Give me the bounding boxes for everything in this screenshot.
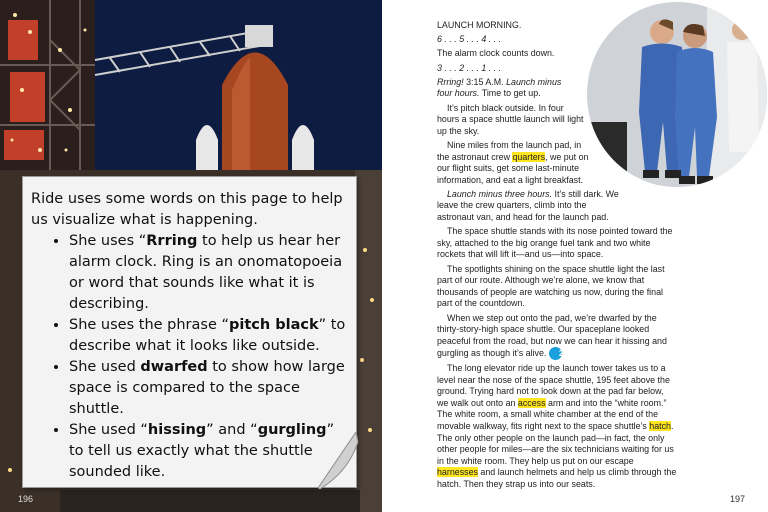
right-page	[382, 0, 768, 512]
heading-line: LAUNCH MORNING.	[437, 20, 522, 30]
page-number-right: 197	[730, 494, 746, 504]
page-curl-icon	[318, 432, 360, 490]
highlight-word: pitch black	[229, 317, 319, 333]
countdown-line: 6 . . . 5 . . . 4 . . .	[437, 34, 502, 45]
vocab-highlight: hatch	[649, 420, 671, 431]
callout-bullet: • She uses the phrase “pitch black” to describe what it looks like outside.	[69, 315, 346, 357]
story-line: The alarm clock counts down.	[437, 48, 555, 59]
callout-bullet: • She used dwarfed to show how large space is compared to the space shuttle.	[69, 357, 346, 420]
story-paragraph: It’s pitch black outside. In four hours a space shuttle launch will light up the sky.	[437, 102, 584, 136]
callout-bullet: • She uses “Rrring to help us hear her alarm clock. Ring is an onomatopoeia or word that sounds like what it is describing.	[69, 231, 346, 315]
callout-bullet-list	[31, 231, 346, 483]
left-page	[0, 0, 382, 512]
highlight-word: gurgling	[257, 422, 327, 438]
story-paragraph: Rrring! 3:15 A.M. Launch minus four hours. Time to get up.	[437, 76, 562, 99]
highlight-word: Rrring	[146, 233, 198, 249]
story-paragraph: Nine miles from the launch pad, in the astronaut crew quarters, we put on our flight suits, get some last-minute information, and eat a light breakfast.	[437, 139, 589, 185]
countdown-line: 3 . . . 2 . . . 1 . . .	[437, 62, 502, 73]
story-paragraph: When we step out onto the pad, we’re dwarfed by the thirty-story-high space shuttle. Our spaceplane looked peaceful from the road, but now we can hear it hissing and gurgling as though it’s alive. 2	[437, 312, 667, 359]
story-paragraph: Launch minus three hours. It’s still dark. We leave the crew quarters, climb into the astronaut van, and head for the launch pad.	[437, 188, 619, 223]
vocab-highlight: quarters	[512, 151, 546, 162]
story-paragraph: The spotlights shining on the space shuttle light the last part of our route. Although we’re alone, we know that thousands of people are watching us now, during the final part of the countdown.	[437, 263, 665, 309]
story-paragraph: The space shuttle stands with its nose pointed toward the sky, attached to the big orange fuel tank and two white rockets that will lift it—and us—into space.	[437, 226, 673, 260]
callout-intro: Ride uses some words on this page to help us visualize what is happening.	[31, 191, 343, 228]
annotation-callout	[22, 176, 357, 488]
story-paragraph: The long elevator ride up the launch tower takes us to a level near the nose of the space shuttle, 195 feet above the ground. Trying hard not to look down at the pad far below, we walk out onto an access arm and into the “white room.” The white room, a small white chamber at the end of the movable walkway, fits right next to the space shuttle’s hatch. The only other people on the launch pad—in fact, the only other people for miles—are the six technicians waiting for us in the white room. They help us put on our escape harnesses and launch helmets and help us climb through the hatch. Then they strap us into our seats.	[437, 362, 677, 489]
callout-bullet: • She used “hissing” and “gurgling” to tell us exactly what the shuttle sounded like.	[69, 420, 346, 483]
page-number-left: 196	[18, 494, 34, 504]
highlight-word: hissing	[147, 422, 207, 438]
story-text-column	[437, 20, 685, 493]
note-number-badge[interactable]: 2	[549, 347, 562, 360]
vocab-highlight: harnesses	[437, 467, 478, 478]
vocab-highlight: access	[517, 397, 546, 408]
highlight-word: dwarfed	[140, 359, 208, 375]
